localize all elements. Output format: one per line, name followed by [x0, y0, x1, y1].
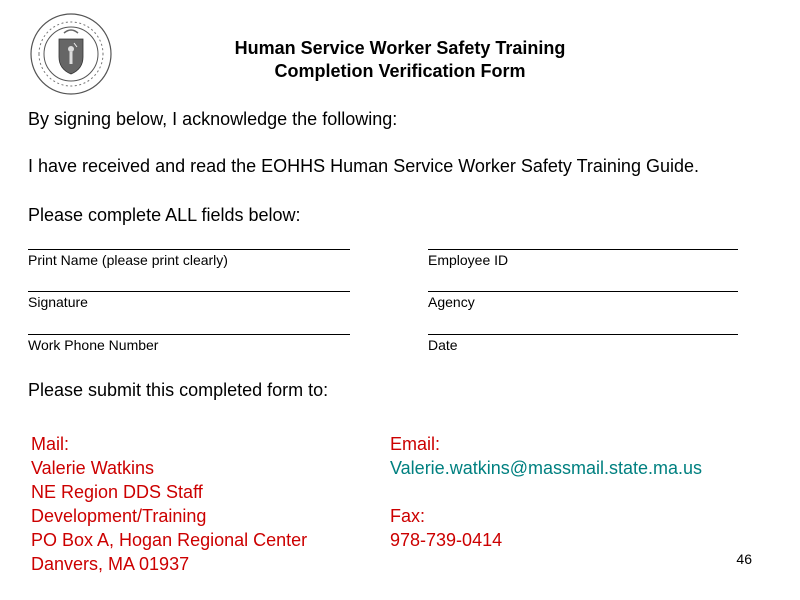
title-line-1: Human Service Worker Safety Training	[234, 38, 566, 58]
received-text: I have received and read the EOHHS Human Service Worker Safety Training Guide.	[28, 156, 699, 176]
employee-id-line[interactable]	[428, 249, 738, 250]
signature-line[interactable]	[28, 291, 350, 292]
email-address-link[interactable]: Valerie.watkins@massmail.state.ma.us	[390, 458, 703, 478]
complete-fields-text: Please complete ALL fields below:	[28, 205, 301, 225]
work-phone-label: Work Phone Number	[28, 337, 159, 353]
print-name-line[interactable]	[28, 249, 350, 250]
acknowledge-text: By signing below, I acknowledge the following:	[28, 109, 398, 129]
title-line-2: Completion Verification Form	[274, 61, 526, 81]
date-line[interactable]	[428, 334, 738, 335]
mail-block	[31, 432, 307, 576]
massachusetts-state-seal-icon	[30, 13, 112, 95]
agency-label: Agency	[428, 294, 475, 310]
work-phone-line[interactable]	[28, 334, 350, 335]
print-name-label: Print Name (please print clearly)	[28, 252, 228, 268]
mail-line: PO Box A, Hogan Regional Center	[31, 530, 308, 550]
page-number: 46	[736, 551, 752, 567]
mail-label: Mail:	[31, 434, 70, 454]
submit-text: Please submit this completed form to:	[28, 380, 329, 400]
mail-line: Development/Training	[31, 506, 207, 526]
form-title	[150, 37, 650, 83]
mail-line: Danvers, MA 01937	[31, 554, 190, 574]
employee-id-label: Employee ID	[428, 252, 509, 268]
mail-line: Valerie Watkins	[31, 458, 155, 478]
agency-line[interactable]	[428, 291, 738, 292]
fax-number: 978-739-0414	[390, 530, 503, 550]
mail-line: NE Region DDS Staff	[31, 482, 203, 502]
signature-label: Signature	[28, 294, 88, 310]
email-fax-block	[390, 432, 702, 552]
email-label: Email:	[390, 434, 441, 454]
fax-label: Fax:	[390, 506, 426, 526]
date-label: Date	[428, 337, 458, 353]
